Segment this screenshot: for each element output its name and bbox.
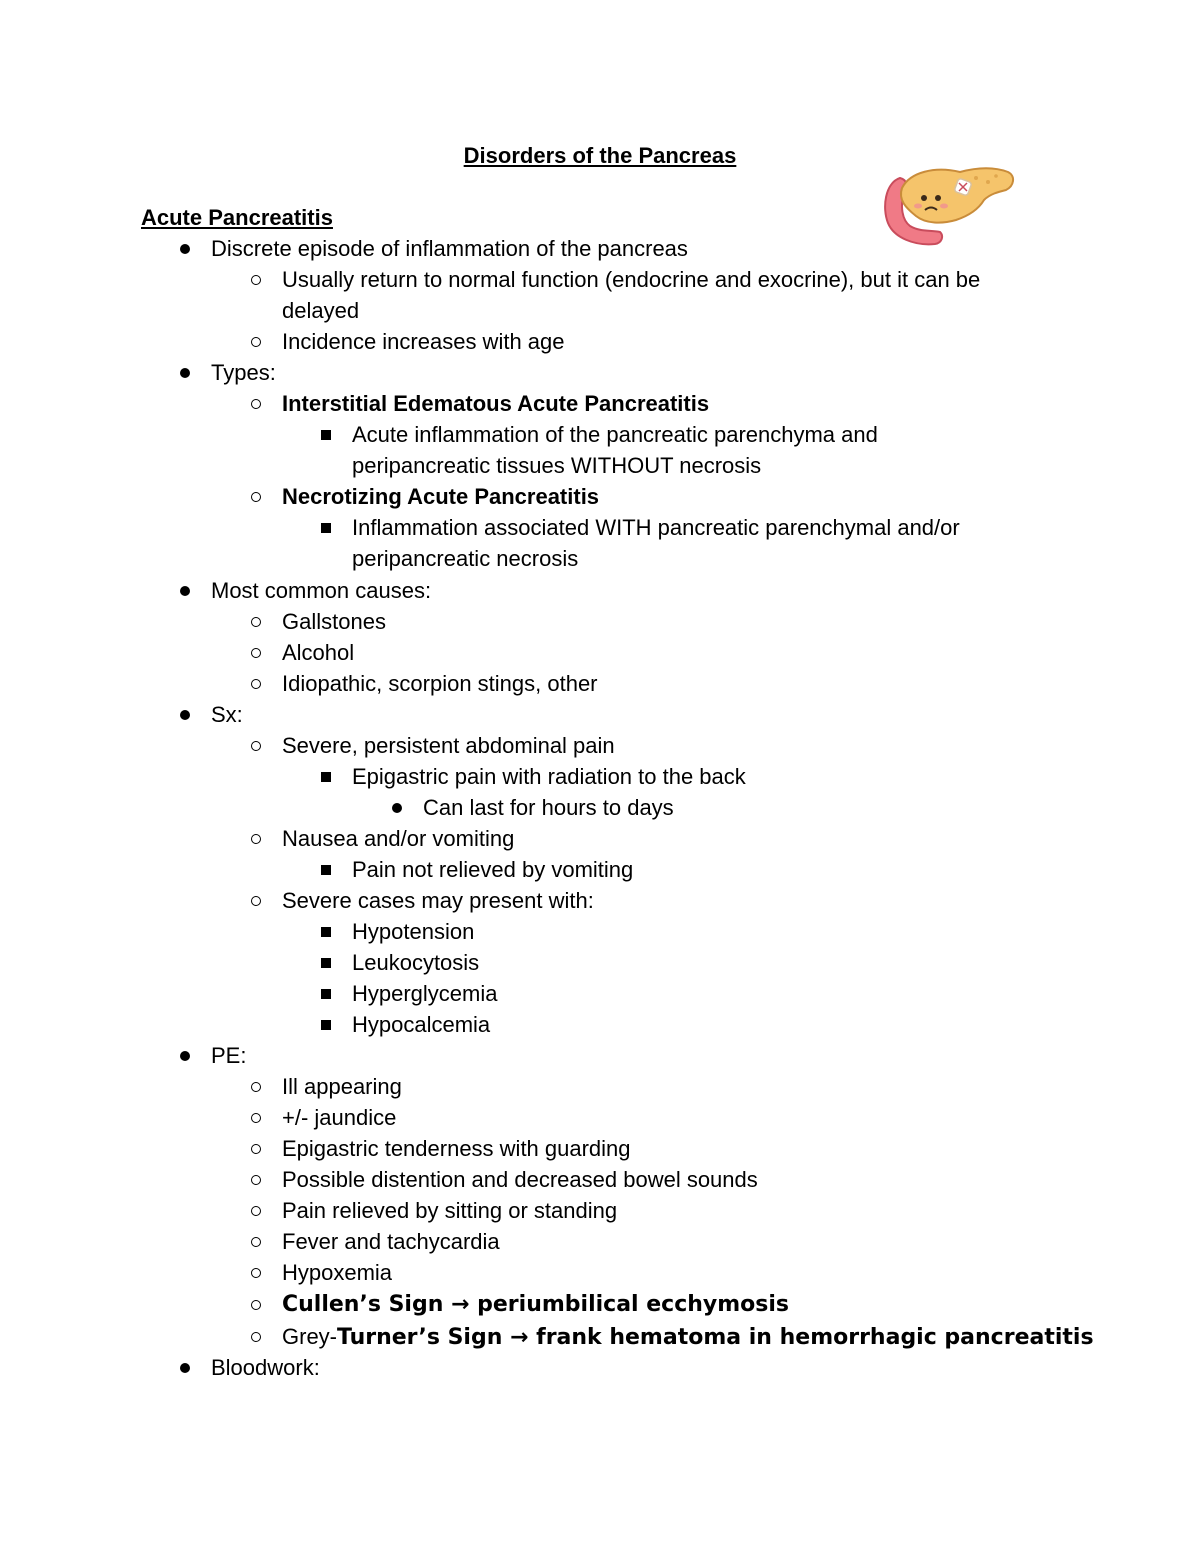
circle-bullet-icon [241, 1196, 271, 1226]
circle-bullet-icon [241, 1165, 271, 1195]
circle-bullet-icon [241, 1322, 271, 1352]
circle-bullet-icon [241, 824, 271, 854]
circle-bullet-icon [241, 389, 271, 419]
circle-bullet-icon [241, 1134, 271, 1164]
circle-bullet-icon [241, 669, 271, 699]
bullet-icon [170, 358, 200, 388]
square-bullet-icon [311, 917, 341, 947]
section-heading-acute-pancreatitis: Acute Pancreatitis [141, 205, 333, 230]
square-bullet-icon [311, 762, 341, 792]
document-page: Disorders of the Pancreas Acute Pancreatitis Discrete episode of inflammation of the pancreas Usually return to normal function (endocrine and exocrine), but it can be delayed Incidence increases with age Types: Interstitial Edematous Acute Pancreatitis Acute inflammation of the pancreatic parenchyma and peripancreatic tissues WITHOUT necrosis Necrotizing Acute Pancreatitis Inflammation associated WITH pancreatic parenchymal and/or peripancreatic necrosis Most common causes: Gallstones Alcohol Idiopathic, scorpion stings, other Sx: Severe, persistent abdominal pain Epigastric pain with radiation to the back Can last for hours to days Nausea and/or vomiting Pain not relieved by vomiting Severe cases may present with: Hypotension Leukocytosis Hyperglycemia Hypocalcemia PE: Ill appearing +/- jaundice Epigastric tenderness with guarding Possible distention and decreased bowel sounds Pain relieved by sitting or standing Fever and tachycardia Hypoxemia Cullen’s Sign → periumbilical ecchymosis Grey-Turner’s Sign → frank hematoma in hemorrhagic pancreatitis Bloodwork: [0, 0, 1200, 1553]
bullet-icon [170, 1041, 200, 1071]
square-bullet-icon [311, 948, 341, 978]
circle-bullet-icon [241, 1258, 271, 1288]
square-bullet-icon [311, 1010, 341, 1040]
bullet-icon [170, 1353, 200, 1383]
sad-pancreas-cartoon-icon [880, 158, 1018, 250]
circle-bullet-icon [241, 327, 271, 357]
bullet-icon [170, 700, 200, 730]
square-bullet-icon [311, 513, 341, 543]
circle-bullet-icon [241, 1290, 271, 1320]
circle-bullet-icon [241, 1072, 271, 1102]
circle-bullet-icon [241, 638, 271, 668]
circle-bullet-icon [241, 1103, 271, 1133]
square-bullet-icon [311, 855, 341, 885]
circle-bullet-icon [241, 886, 271, 916]
bullet-icon [170, 234, 200, 264]
document-title: Disorders of the Pancreas [463, 143, 737, 168]
bullet-icon [170, 576, 200, 606]
square-bullet-icon [311, 979, 341, 1009]
circle-bullet-icon [241, 731, 271, 761]
square-bullet-icon [311, 420, 341, 450]
circle-bullet-icon [241, 1227, 271, 1257]
bullet-icon [382, 793, 412, 823]
circle-bullet-icon [241, 482, 271, 512]
circle-bullet-icon [241, 265, 271, 295]
circle-bullet-icon [241, 607, 271, 637]
